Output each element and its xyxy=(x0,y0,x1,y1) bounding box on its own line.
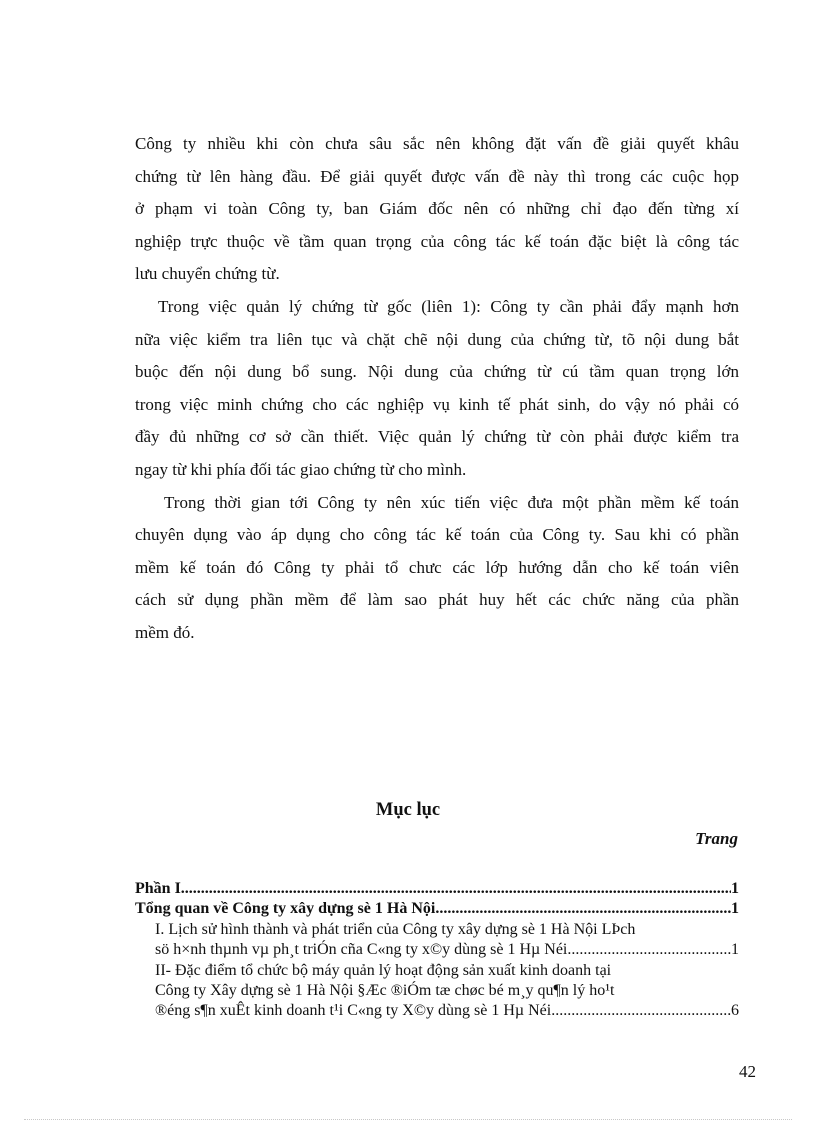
page-number: 42 xyxy=(739,1062,756,1081)
toc-entry[interactable] xyxy=(135,899,739,919)
toc-page-header: Trang xyxy=(695,829,738,848)
body-line: cách sử dụng phần mềm để làm sao phát huy hết các chức năng của phần xyxy=(135,590,739,610)
body-line: nữa việc kiểm tra liên tục và chặt chẽ nội dung của chứng từ, tõ nội dung bắt xyxy=(135,329,739,349)
toc-leader xyxy=(567,940,731,960)
toc-title: Mục lục xyxy=(375,800,441,820)
toc-leader xyxy=(181,879,731,899)
body-text xyxy=(135,128,739,650)
table-of-contents xyxy=(135,879,739,1022)
toc-entry-label: sö h×nh thµnh vµ ph¸t triÓn cña C«ng ty x©y dùng sè 1 Hµ Néi xyxy=(155,941,568,959)
body-line: mềm kế toán đó Công ty phải tổ chưc các lớp hướng dẫn cho kế toán viên xyxy=(135,557,739,577)
toc-entry[interactable] xyxy=(135,879,739,899)
toc-entry-label: Phần I xyxy=(135,880,181,897)
toc-entry-label: I. Lịch sử hình thành và phát triển của Công ty xây dựng sè 1 Hà Nội LÞch xyxy=(155,920,636,938)
body-line: ở phạm vi toàn Công ty, ban Giám đốc nên có những chỉ đạo đến từng xí xyxy=(135,199,739,219)
toc-entry[interactable] xyxy=(135,940,739,960)
body-line: chứng từ lên hàng đầu. Để giải quyết được vấn đề này thì trong các cuộc họp xyxy=(135,166,739,186)
body-line: chuyên dụng vào áp dụng cho công tác kế toán của Công ty. Sau khi có phần xyxy=(135,525,739,545)
toc-entry-page: 1 xyxy=(731,941,739,959)
toc-entry-label: Công ty Xây dựng sè 1 Hà Nội §Æc ®iÓm tæ chøc bé m¸y qu¶n lý ho¹t xyxy=(155,982,615,1000)
toc-entry-page: 1 xyxy=(731,900,739,918)
body-line: ngay từ khi phía đối tác giao chứng từ cho mình. xyxy=(135,459,467,479)
toc-entry-label: Tổng quan về Công ty xây dựng sè 1 Hà Nội xyxy=(135,900,436,918)
body-line: lưu chuyển chứng từ. xyxy=(135,264,280,284)
body-line: đầy đủ những cơ sở cần thiết. Việc quản lý chứng từ còn phải được kiểm tra xyxy=(135,427,739,447)
body-line: mềm đó. xyxy=(135,622,195,642)
toc-entry[interactable] xyxy=(135,1001,739,1021)
body-line: Công ty nhiều khi còn chưa sâu sắc nên không đặt vấn đề giải quyết khâu xyxy=(135,134,739,153)
body-line: buộc đến nội dung bổ sung. Nội dung của chứng từ cú tầm quan trọng lớn xyxy=(135,362,739,382)
toc-entry-label: II- Đặc điểm tổ chức bộ máy quản lý hoạt động sản xuất kinh doanh tại xyxy=(155,961,612,979)
toc-entry-page: 1 xyxy=(731,880,739,897)
body-line: Trong việc quản lý chứng từ gốc (liên 1): Công ty cần phải đẩy mạnh hơn xyxy=(158,296,739,316)
toc-entry-label: ®éng s¶n xuÊt kinh doanh t¹i C«ng ty X©y dùng sè 1 Hµ Néi xyxy=(155,1002,552,1020)
body-line: trong việc minh chứng cho các nghiệp vụ kinh tế phát sinh, do vậy nó phải có xyxy=(135,394,739,414)
toc-leader xyxy=(435,899,731,919)
toc-leader xyxy=(551,1001,731,1021)
body-line: nghiệp trực thuộc về tầm quan trọng của công tác kế toán đặc biệt là công tác xyxy=(135,231,739,251)
page-bottom-divider xyxy=(24,1119,792,1120)
body-line: Trong thời gian tới Công ty nên xúc tiến việc đưa một phần mềm kế toán xyxy=(164,492,739,512)
toc-entry-page: 6 xyxy=(731,1002,739,1020)
